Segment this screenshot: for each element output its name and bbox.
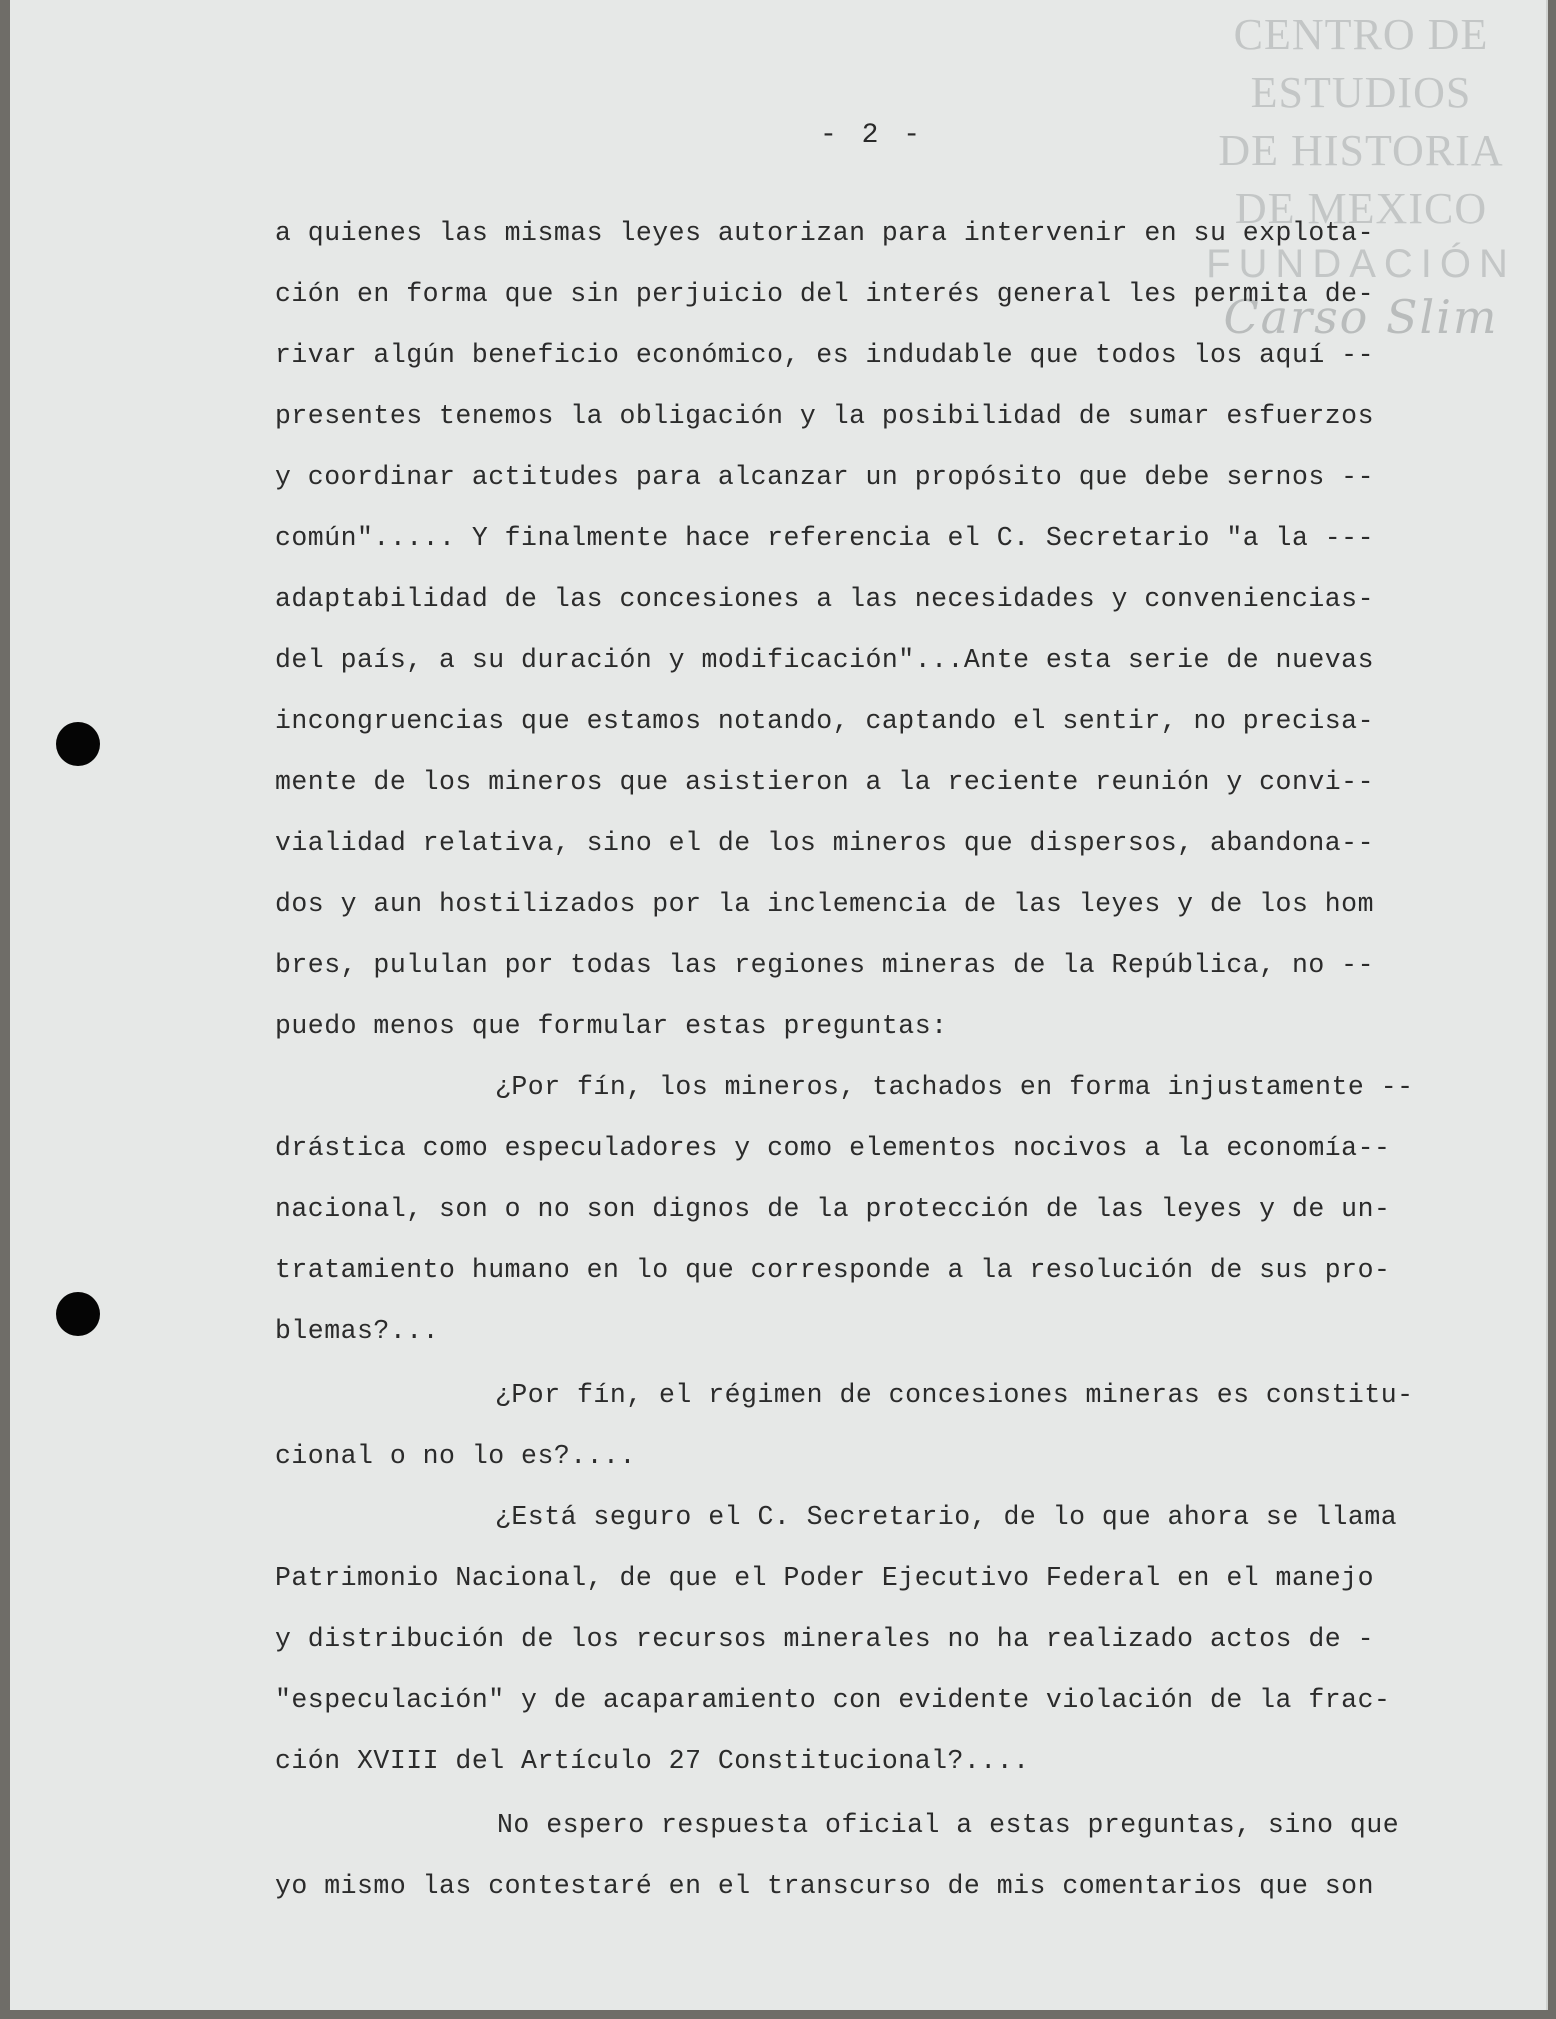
text-line: "especulación" y de acaparamiento con evidente violación de la frac- [275, 1685, 1391, 1715]
document-page [10, 0, 1548, 2010]
text-line: común"..... Y finalmente hace referencia el C. Secretario "a la --- [275, 523, 1374, 553]
watermark-line: DE MEXICO [1234, 184, 1488, 233]
text-line: drástica como especuladores y como elementos nocivos a la economía-- [275, 1133, 1391, 1163]
text-line: ción XVIII del Artículo 27 Constitucional?.... [275, 1746, 1030, 1776]
text-line: cional o no lo es?.... [275, 1441, 636, 1471]
watermark-line: DE HISTORIA [1218, 126, 1504, 175]
text-line: rivar algún beneficio económico, es indudable que todos los aquí -- [275, 340, 1374, 370]
watermark-signature: Carso Slim [1223, 290, 1499, 344]
text-line: presentes tenemos la obligación y la posibilidad de sumar esfuerzos [275, 401, 1374, 431]
text-line: blemas?... [275, 1316, 440, 1346]
page-number: - 2 - [820, 120, 925, 151]
text-line: puedo menos que formular estas preguntas: [275, 1011, 948, 1041]
text-line: ¿Por fín, los mineros, tachados en forma injustamente -- [495, 1072, 1414, 1102]
text-line: tratamiento humano en lo que corresponde a la resolución de sus pro- [275, 1255, 1391, 1285]
text-line: ¿Está seguro el C. Secretario, de lo que ahora se llama [495, 1502, 1398, 1532]
text-line: a quienes las mismas leyes autorizan para intervenir en su explota- [275, 218, 1374, 248]
punch-hole [56, 1292, 100, 1336]
text-line: ción en forma que sin perjuicio del interés general les permita de- [275, 279, 1374, 309]
text-line: Patrimonio Nacional, de que el Poder Ejecutivo Federal en el manejo [275, 1563, 1374, 1593]
text-line: yo mismo las contestaré en el transcurso de mis comentarios que son [275, 1871, 1374, 1901]
text-line: del país, a su duración y modificación"...Ante esta serie de nuevas [275, 645, 1374, 675]
text-line: y distribución de los recursos minerales no ha realizado actos de - [275, 1624, 1374, 1654]
text-line: y coordinar actitudes para alcanzar un propósito que debe sernos -- [275, 462, 1374, 492]
watermark-line: ESTUDIOS [1250, 68, 1472, 117]
text-line: adaptabilidad de las concesiones a las necesidades y conveniencias- [275, 584, 1374, 614]
text-line: incongruencias que estamos notando, captando el sentir, no precisa- [275, 706, 1374, 736]
text-line: mente de los mineros que asistieron a la reciente reunión y convi-- [275, 767, 1374, 797]
text-line: dos y aun hostilizados por la inclemencia de las leyes y de los hom [275, 889, 1374, 919]
text-line: vialidad relativa, sino el de los mineros que dispersos, abandona-- [275, 828, 1374, 858]
text-line: ¿Por fín, el régimen de concesiones mineras es constitu- [495, 1380, 1414, 1410]
text-line: bres, pululan por todas las regiones mineras de la República, no -- [275, 950, 1374, 980]
watermark-line: CENTRO DE [1233, 10, 1489, 59]
punch-hole [56, 722, 100, 766]
text-line: nacional, son o no son dignos de la protección de las leyes y de un- [275, 1194, 1391, 1224]
watermark-line: FUNDACIÓN [1206, 242, 1516, 286]
text-line: No espero respuesta oficial a estas preguntas, sino que [497, 1810, 1400, 1840]
